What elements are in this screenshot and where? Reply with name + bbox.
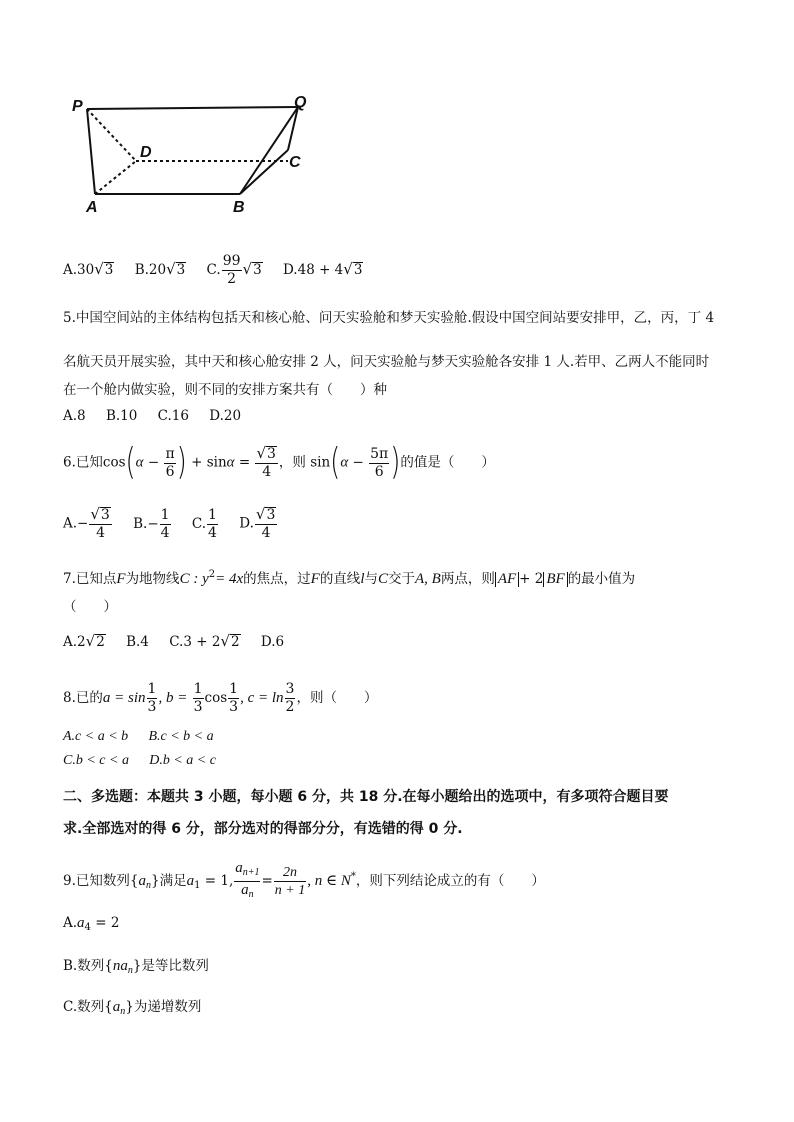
label-Q: Q xyxy=(294,95,307,111)
q7-stem: 7.已知点F为地物线C : $y^2= 4x$的焦点，过F的直线l与C交于A, B两点，则 AF + 2 BF 的最小值为 xyxy=(63,569,636,587)
q9-stem: 9.已知数列$\{a_n\}$满足$a_1 = 1$, $\frac{a_{n+1}}{a_n}$ = $\frac{2n}{n + 1}$ , n ∈ N*，则下列结论成立的有（ ） xyxy=(63,860,545,900)
q5-line-3: 在一个舱内做实验，则不同的安排方案共有（ ）种 xyxy=(63,382,387,398)
q4-options xyxy=(63,253,379,288)
q5-option-d: D.20 xyxy=(209,408,242,424)
section-2-heading-line-1: 二、多选题：本题共 3 小题，每小题 6 分，共 18 分.在每小题给出的选项中，有多项符合题目要 xyxy=(63,789,669,805)
section-2-heading-line-2: 求.全部选对的得 6 分，部分选对的得部分分，有选错的得 0 分. xyxy=(63,821,463,837)
q8-options-row-2 xyxy=(63,751,232,770)
q7-option-a: A.2√2 xyxy=(63,632,105,650)
q8-option-a: A.c < a < b xyxy=(63,729,129,744)
q4-option-c: C. $\frac{99}{2}$ √3 xyxy=(206,253,262,287)
q6-option-d: D. $\frac{√3}{4}$ xyxy=(239,505,276,541)
q8-option-c: C.b < c < a xyxy=(63,753,129,768)
edge-PD xyxy=(87,109,136,161)
q5-option-c: C.16 xyxy=(157,408,189,424)
edge-PQ xyxy=(87,107,298,109)
q5-line-2: 名航天员开展实验，其中天和核心舱安排 2 人，问天实验舱与梦天实验舱各安排 1 人.若甲、乙两人不能同时 xyxy=(63,354,710,370)
q7-option-d: D.6 xyxy=(260,634,285,650)
q7-option-c: C.3 + 2√2 xyxy=(169,632,240,650)
edge-QB xyxy=(240,107,298,194)
q6-stem: 6.已知cos(α − $\frac{\pi}{6}$ ) + sinα = $\frac{√3}{4}$ ，则 sin(α − $\frac{5\pi}{6}$ )的值是（ ） xyxy=(63,442,495,484)
edge-PA xyxy=(87,109,95,194)
label-A: A xyxy=(86,199,98,216)
label-D: D xyxy=(140,144,152,161)
edge-AD xyxy=(95,161,136,194)
q7-options xyxy=(63,632,300,651)
q8-option-b: B.c < b < a xyxy=(148,729,214,744)
q5-option-b: B.10 xyxy=(105,408,138,424)
label-C: C xyxy=(289,154,301,171)
q9-option-c: C.数列$\{a_n\}$为递增数列 xyxy=(63,999,202,1017)
q6-option-a: A.− $\frac{√3}{4}$ xyxy=(63,505,110,541)
q8-stem: 8.已的a = sin $\frac{1}{3}$ , b = $\frac{1}{3}$ cos $\frac{1}{3}$ , c = ln $\frac{3}{2}$ ，则（ ） xyxy=(63,681,378,715)
q5-option-a: A.8 xyxy=(63,408,86,424)
q9-option-b: B.数列$\{na_n\}$是等比数列 xyxy=(63,958,209,976)
q4-option-d: D.48 + 4√3 xyxy=(282,260,363,278)
q8-option-d: D.b < a < c xyxy=(149,753,216,768)
q7-paren: （ ） xyxy=(63,599,117,615)
q4-option-a: A.30√3 xyxy=(63,260,114,278)
q5-line-1: 5.中国空间站的主体结构包括天和核心舱、问天实验舱和梦天实验舱.假设中国空间站要安排甲，乙，丙，丁 4 xyxy=(63,310,715,326)
geometry-figure xyxy=(70,95,320,220)
q6-option-b: B.− $\frac{1}{4}$ xyxy=(133,506,170,541)
q6-options xyxy=(63,506,294,542)
label-P: P xyxy=(72,98,83,115)
q6-option-c: C. $\frac{1}{4}$ xyxy=(191,506,217,541)
q4-option-b: B.20√3 xyxy=(134,260,186,278)
q7-option-b: B.4 xyxy=(126,634,149,650)
label-B: B xyxy=(233,199,245,216)
q8-options-row-1 xyxy=(63,727,230,746)
q9-option-a: $A.a_4 = 2$ xyxy=(63,915,120,933)
q5-options xyxy=(63,407,257,425)
